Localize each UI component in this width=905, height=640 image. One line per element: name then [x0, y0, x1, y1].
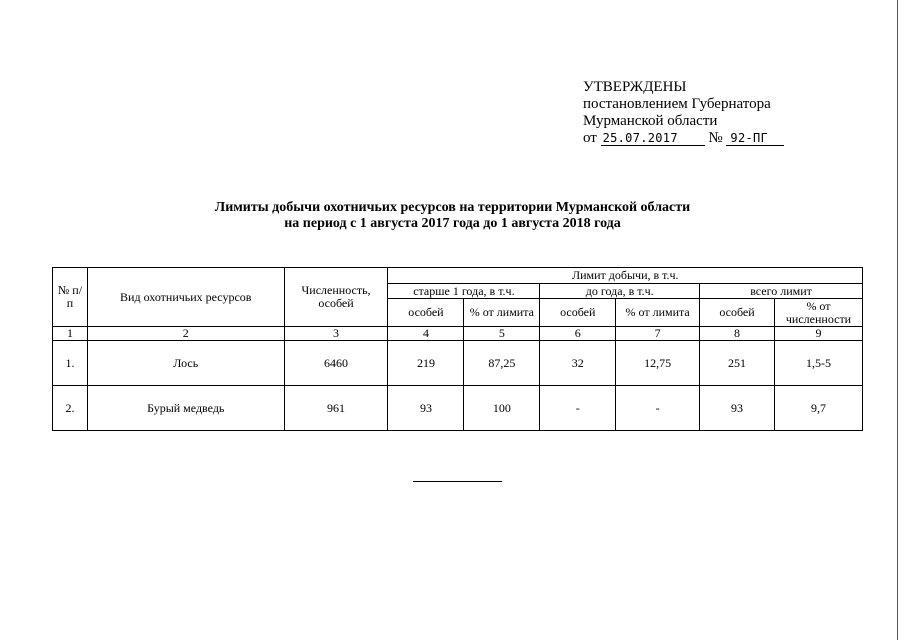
date-prefix: от	[583, 130, 597, 146]
row-number: 2.	[53, 386, 88, 431]
approval-number: 92-ПГ	[726, 132, 784, 146]
column-number: 4	[388, 327, 464, 341]
header-older-pct: % от лимита	[464, 299, 540, 327]
column-number-row	[53, 327, 863, 341]
approval-line-3: Мурманской области	[583, 113, 718, 129]
column-number: 2	[87, 327, 284, 341]
younger-count-value: 32	[540, 341, 616, 386]
header-younger-pct: % от лимита	[616, 299, 700, 327]
total-pct-value: 1,5-5	[774, 341, 862, 386]
younger-count-value: -	[540, 386, 616, 431]
younger-pct-value: 12,75	[616, 341, 700, 386]
column-number: 9	[774, 327, 862, 341]
header-older: старше 1 года, в т.ч.	[388, 284, 540, 299]
header-younger-count: особей	[540, 299, 616, 327]
approval-heading: УТВЕРЖДЕНЫ	[583, 79, 687, 95]
table-row	[53, 341, 863, 386]
total-count-value: 251	[700, 341, 775, 386]
approval-date-line	[583, 130, 784, 147]
older-pct-value: 100	[464, 386, 540, 431]
header-limit: Лимит добычи, в т.ч.	[388, 268, 863, 284]
row-number: 1.	[53, 341, 88, 386]
younger-pct-value: -	[616, 386, 700, 431]
title-line-1: Лимиты добычи охотничьих ресурсов на территории Мурманской области	[214, 200, 691, 215]
population-value: 6460	[284, 341, 388, 386]
older-pct-value: 87,25	[464, 341, 540, 386]
older-count-value: 93	[388, 386, 464, 431]
population-value: 961	[284, 386, 388, 431]
limits-table	[52, 267, 863, 431]
species-name: Бурый медведь	[87, 386, 284, 431]
column-number: 5	[464, 327, 540, 341]
number-prefix: №	[708, 130, 723, 146]
title-line-2: на период с 1 августа 2017 года до 1 августа 2018 года	[284, 216, 621, 231]
total-pct-value: 9,7	[774, 386, 862, 431]
column-number: 1	[53, 327, 88, 341]
header-species: Вид охотничьих ресурсов	[87, 268, 284, 327]
older-count-value: 219	[388, 341, 464, 386]
page-edge-line	[897, 0, 898, 640]
separator-line	[413, 481, 502, 482]
approval-line-2: постановлением Губернатора	[583, 96, 771, 112]
column-number: 3	[284, 327, 388, 341]
header-total-count: особей	[700, 299, 775, 327]
column-number: 6	[540, 327, 616, 341]
column-number: 8	[700, 327, 775, 341]
header-total: всего лимит	[700, 284, 863, 299]
total-count-value: 93	[700, 386, 775, 431]
column-number: 7	[616, 327, 700, 341]
approval-stamp	[583, 79, 784, 147]
table-row	[53, 386, 863, 431]
species-name: Лось	[87, 341, 284, 386]
approval-date: 25.07.2017	[601, 132, 705, 146]
header-older-count: особей	[388, 299, 464, 327]
header-population: Численность, особей	[284, 268, 388, 327]
header-num: № п/п	[53, 268, 88, 327]
document-title	[0, 200, 905, 232]
header-younger: до года, в т.ч.	[540, 284, 700, 299]
header-total-pct: % от численности	[774, 299, 862, 327]
